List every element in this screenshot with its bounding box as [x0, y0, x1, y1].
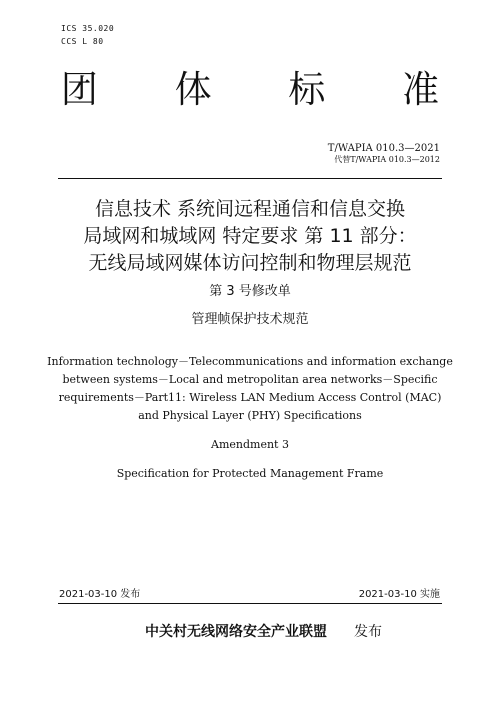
- publisher-name: 中关村无线网络安全产业联盟: [145, 624, 327, 640]
- chinese-subtitle: 管理帧保护技术规范: [191, 312, 309, 327]
- title-char: 体: [174, 68, 212, 111]
- document-type-title: [0, 68, 500, 112]
- english-title-line: requirements－Part11: Wireless LAN Medium Access Control (MAC): [58, 391, 442, 404]
- classification-codes: [61, 22, 114, 48]
- title-char: 团: [60, 68, 98, 111]
- replaces-standard: 代替T/WAPIA 010.3—2012: [334, 155, 440, 164]
- chinese-title-line-2: 局域网和城域网 特定要求 第 11 部分：: [83, 225, 417, 247]
- publish-label: 发布: [354, 624, 382, 640]
- top-divider: [58, 178, 442, 179]
- chinese-amendment-label: 第 3 号修改单: [209, 284, 291, 299]
- english-subtitle: Specification for Protected Management Frame: [116, 467, 384, 480]
- title-char: 准: [402, 68, 440, 111]
- english-title-line: and Physical Layer (PHY) Specifications: [138, 409, 362, 422]
- standard-number: T/WAPIA 010.3—2021: [327, 143, 440, 154]
- implementation-date: 2021-03-10 实施: [358, 589, 440, 600]
- issue-date: 2021-03-10 发布: [59, 589, 141, 600]
- english-title-line: between systems－Local and metropolitan area networks－Specific: [62, 373, 438, 386]
- chinese-title-line-3: 无线局域网媒体访问控制和物理层规范: [88, 252, 412, 274]
- chinese-title-line-1: 信息技术 系统间远程通信和信息交换: [94, 198, 406, 220]
- ics-code: ICS 35.020: [61, 24, 115, 33]
- english-title-line: Information technology－Telecommunications and information exchange: [47, 355, 453, 368]
- english-title: [0, 353, 500, 425]
- bottom-divider: [58, 603, 442, 604]
- title-char: 标: [288, 68, 326, 111]
- ccs-code: CCS L 80: [61, 37, 104, 46]
- english-amendment-label: Amendment 3: [211, 438, 289, 451]
